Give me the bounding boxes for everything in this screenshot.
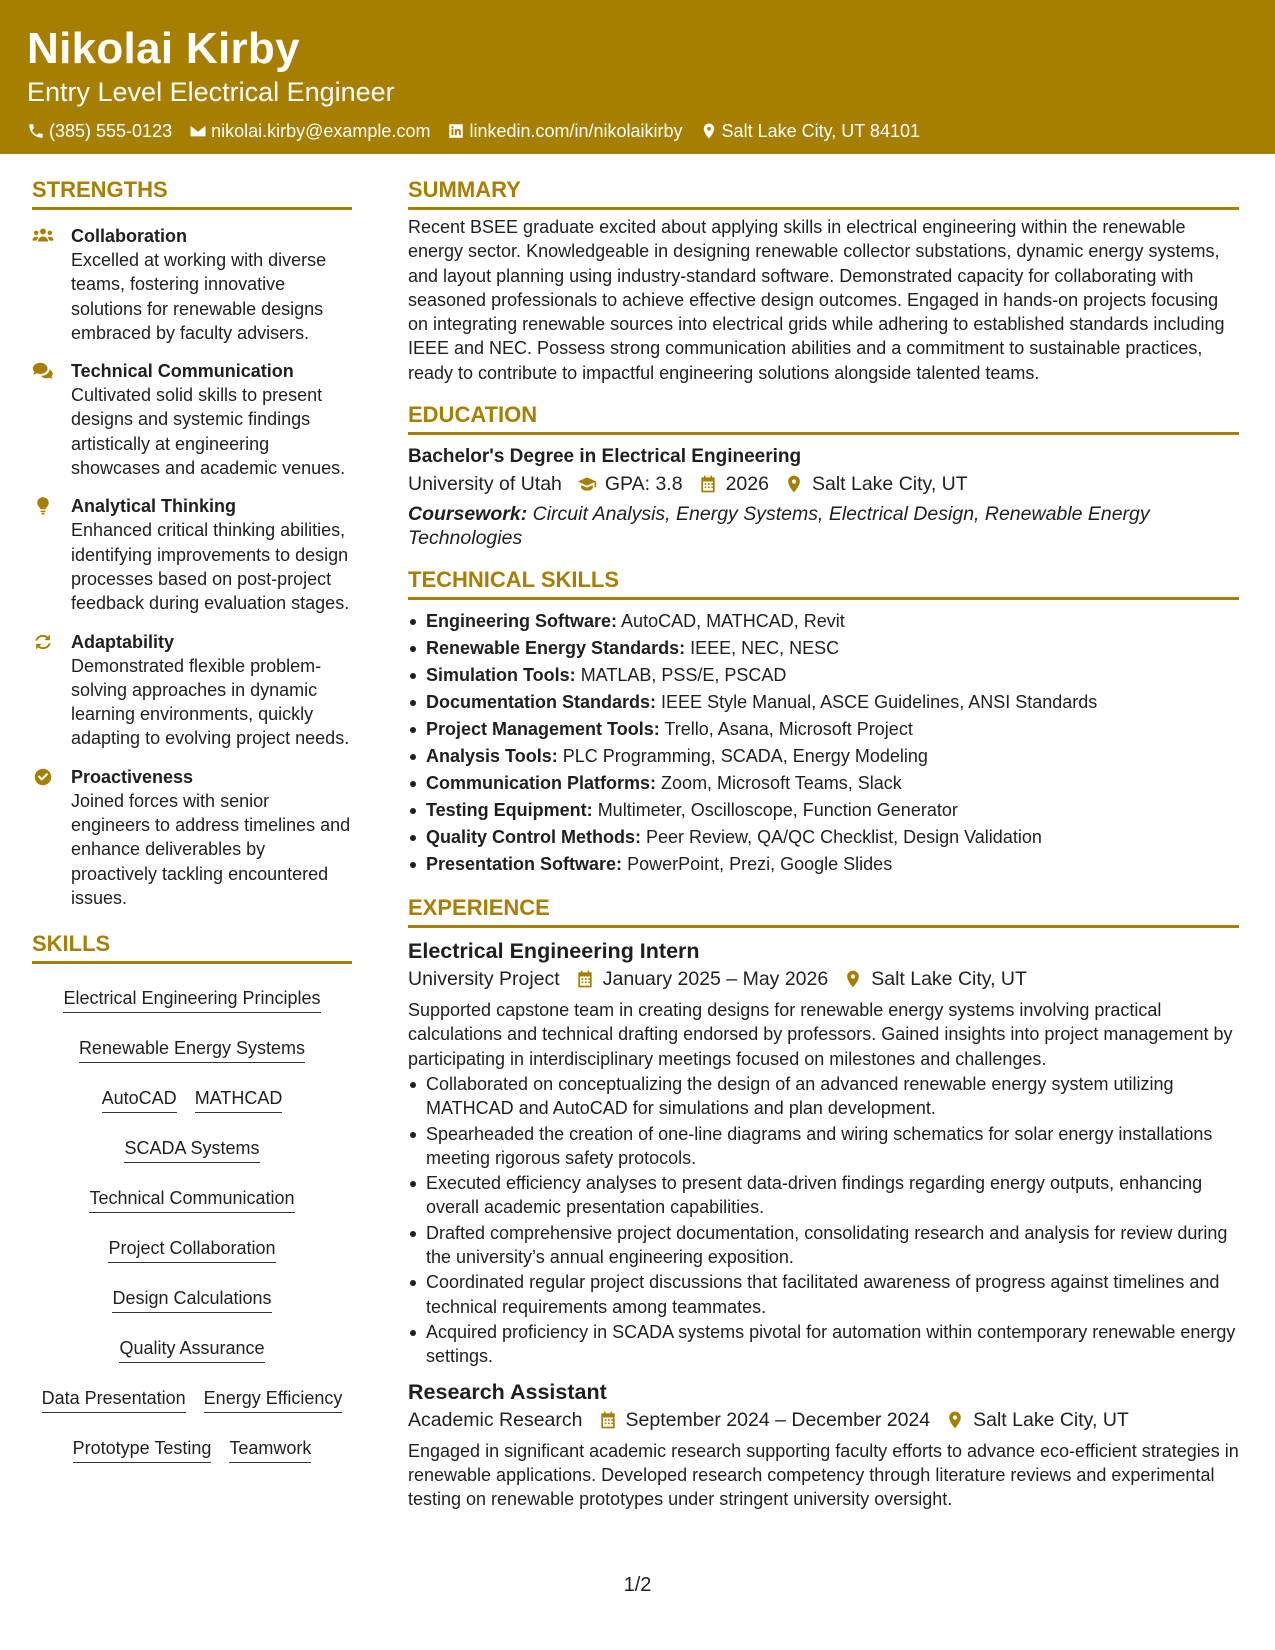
list-item: [408, 851, 1239, 878]
job-dates: [575, 965, 829, 993]
strength-item: [32, 224, 352, 345]
graduation-cap-icon: [577, 474, 597, 494]
job-dates-text: September 2024 – December 2024: [625, 1408, 931, 1431]
map-pin-icon: [945, 1410, 965, 1430]
skill-label: Documentation Standards:: [426, 692, 657, 713]
strength-title: Adaptability: [71, 631, 175, 652]
skill-value: IEEE, NEC, NESC: [690, 638, 840, 659]
list-item: Collaborated on conceptualizing the design of an advanced renewable energy system utilizing MATHCAD and AutoCAD for simulations and plan development.: [408, 1072, 1239, 1121]
strength-item: [32, 765, 352, 910]
school-text: University of Utah: [408, 473, 562, 496]
skill-value: IEEE Style Manual, ASCE Guidelines, ANSI Standards: [661, 692, 1098, 713]
skill-value: MATLAB, PSS/E, PSCAD: [580, 665, 787, 686]
experience-heading: EXPERIENCE: [408, 894, 1239, 928]
job-org-text: Academic Research: [408, 1408, 583, 1431]
list-item: Acquired proficiency in SCADA systems pivotal for automation within contemporary renewable energy settings.: [408, 1320, 1239, 1369]
year-text: 2026: [725, 473, 769, 496]
job-title: Electrical Engineering Intern: [408, 939, 700, 964]
email-text[interactable]: nikolai.kirby@example.com: [211, 121, 431, 141]
skill-value: PLC Programming, SCADA, Energy Modeling: [562, 746, 928, 767]
job-org: [408, 965, 560, 993]
grad-year: [698, 470, 769, 498]
school-name: [408, 470, 562, 498]
skill-value: PowerPoint, Prezi, Google Slides: [627, 854, 893, 875]
candidate-role: Entry Level Electrical Engineer: [27, 77, 395, 107]
envelope-icon: [189, 122, 207, 140]
job-location-text: Salt Lake City, UT: [973, 1408, 1129, 1431]
list-item: [408, 797, 1239, 824]
skill-label: Simulation Tools:: [426, 665, 576, 686]
job-dates-text: January 2025 – May 2026: [602, 968, 829, 991]
strength-item: [32, 630, 352, 751]
contact-email[interactable]: [189, 119, 430, 143]
page-number: 1/2: [623, 1574, 652, 1596]
linkedin-text[interactable]: linkedin.com/in/nikolaikirby: [469, 121, 683, 141]
job-description: Supported capstone team in creating designs for renewable energy systems involving practical calculations and technical drafting endorsed by professors. Gained insights into project management by participating in interdisciplinary meetings focused on milestones and challenges.: [408, 1000, 1233, 1069]
skill-value: Peer Review, QA/QC Checklist, Design Validation: [646, 827, 1042, 848]
skill-chip: Data Presentation: [42, 1378, 186, 1413]
left-column: [32, 176, 352, 1470]
list-item: Drafted comprehensive project documentation, consolidating research and analysis for review during the university’s annual engineering exposition.: [408, 1221, 1239, 1270]
skills-cloud: [32, 970, 352, 1470]
skill-chip: AutoCAD: [102, 1078, 177, 1113]
skill-chip: Technical Communication: [89, 1178, 294, 1213]
list-item: [408, 689, 1239, 716]
list-item: [408, 635, 1239, 662]
map-pin-icon: [700, 122, 718, 140]
strengths-heading: STRENGTHS: [32, 176, 352, 210]
phone-text: (385) 555-0123: [49, 121, 173, 141]
education-heading: EDUCATION: [408, 401, 1239, 435]
contact-bar: [27, 119, 1275, 143]
list-item: Coordinated regular project discussions that facilitated awareness of progress against timelines and technical requirements among teammates.: [408, 1270, 1239, 1319]
skill-value: AutoCAD, MATHCAD, Revit: [621, 611, 845, 632]
calendar-icon: [698, 474, 718, 494]
skill-value: Zoom, Microsoft Teams, Slack: [661, 773, 902, 794]
strength-desc: Joined forces with senior engineers to address timelines and enhance deliverables by proactively tackling encountered issues.: [71, 790, 351, 908]
job-org: [408, 1406, 583, 1434]
location-text: Salt Lake City, UT 84101: [721, 121, 920, 141]
contact-location: [700, 119, 920, 143]
job-description: Engaged in significant academic research supporting faculty efforts to advance eco-efficient strategies in renewable applications. Developed research competency through literature reviews and experimental testing on renewable prototypes under stringent university oversight.: [408, 1440, 1239, 1510]
strength-title: Collaboration: [71, 226, 187, 246]
users-icon: [32, 226, 56, 246]
calendar-icon: [575, 969, 595, 989]
skill-label: Quality Control Methods:: [426, 827, 641, 848]
map-pin-icon: [843, 969, 863, 989]
comments-icon: [32, 361, 56, 381]
candidate-name: Nikolai Kirby: [27, 24, 300, 73]
skill-label: Project Management Tools:: [426, 719, 660, 740]
strength-desc: Cultivated solid skills to present designs and systemic findings artistically at engineering showcases and academic venues.: [71, 385, 346, 479]
strength-desc: Demonstrated flexible problem-solving approaches in dynamic learning environments, quickly adapting to evolving project needs.: [71, 655, 350, 749]
strength-desc: Excelled at working with diverse teams, fostering innovative solutions for renewable designs embraced by faculty advisers.: [71, 250, 327, 343]
job-meta: [408, 965, 1239, 993]
job-location-text: Salt Lake City, UT: [871, 968, 1027, 991]
job-location: [843, 965, 1027, 993]
list-item: [408, 743, 1239, 770]
list-item: Spearheaded the creation of one-line diagrams and wiring schematics for solar energy installations meeting rigorous safety protocols.: [408, 1122, 1239, 1171]
edu-location: [784, 470, 968, 498]
coursework-label: Coursework:: [408, 503, 528, 526]
job-org-text: University Project: [408, 968, 560, 991]
job-location: [945, 1406, 1129, 1434]
job-title: Research Assistant: [408, 1379, 607, 1404]
phone-icon: [27, 122, 45, 140]
technical-skills-list: [408, 608, 1239, 878]
skill-chip: Design Calculations: [112, 1278, 271, 1313]
skill-value: Multimeter, Oscilloscope, Function Generator: [597, 800, 958, 821]
gpa-text: GPA: 3.8: [604, 473, 683, 496]
coursework-text: Circuit Analysis, Energy Systems, Electrical Design, Renewable Energy Technologies: [408, 503, 1150, 550]
job-bullets: [408, 1072, 1239, 1369]
skill-chip: Prototype Testing: [73, 1428, 212, 1463]
skill-chip: Electrical Engineering Principles: [63, 978, 320, 1013]
summary-text: Recent BSEE graduate excited about applying skills in electrical engineering within the renewable energy sector. Knowledgeable in designing renewable collector substations, dynamic energy systems, and layout planning using industry-standard software. Demonstrated capacity for collaborating with seasoned professionals to achieve effective design outcomes. Engaged in hands-on projects focusing on integrating renewable sources into electrical grids while adhering to established standards including IEEE and NEC. Possess strong communication abilities and a commitment to sustainable practices, ready to contribute to impactful engineering solutions alongside talented teams.: [408, 217, 1225, 383]
job-meta: [408, 1406, 1239, 1434]
skill-value: Trello, Asana, Microsoft Project: [664, 719, 913, 740]
skill-label: Communication Platforms:: [426, 773, 657, 794]
skill-label: Analysis Tools:: [426, 746, 558, 767]
check-circle-icon: [32, 767, 56, 787]
skill-label: Renewable Energy Standards:: [426, 638, 686, 659]
summary-heading: SUMMARY: [408, 176, 1239, 210]
list-item: [408, 770, 1239, 797]
strength-desc: Enhanced critical thinking abilities, identifying improvements to design processes based on post-project feedback during evaluation stages.: [71, 520, 350, 614]
list-item: [408, 716, 1239, 743]
skill-chip: SCADA Systems: [124, 1128, 259, 1163]
coursework: [408, 502, 1239, 550]
education-meta: [408, 470, 1239, 498]
skill-chip: Teamwork: [229, 1428, 311, 1463]
edu-location-text: Salt Lake City, UT: [811, 473, 968, 496]
strength-title: Analytical Thinking: [71, 496, 237, 517]
sync-icon: [32, 632, 56, 652]
skill-chip: Renewable Energy Systems: [79, 1028, 305, 1063]
lightbulb-icon: [32, 496, 56, 516]
resume-header: [0, 0, 1275, 154]
strength-title: Technical Communication: [71, 361, 294, 382]
contact-phone: [27, 119, 172, 143]
skill-chip: MATHCAD: [195, 1078, 283, 1113]
list-item: [408, 662, 1239, 689]
list-item: [408, 608, 1239, 635]
contact-linkedin[interactable]: [447, 119, 682, 143]
strength-item: [32, 359, 352, 480]
job-dates: [598, 1406, 931, 1434]
skill-chip: Project Collaboration: [108, 1228, 275, 1263]
skill-label: Engineering Software:: [426, 611, 618, 632]
skills-heading: SKILLS: [32, 930, 352, 964]
strength-title: Proactiveness: [71, 766, 194, 787]
skill-chip: Quality Assurance: [119, 1328, 264, 1363]
gpa: [577, 470, 683, 498]
skill-label: Presentation Software:: [426, 854, 623, 875]
calendar-icon: [598, 1410, 618, 1430]
right-column: [408, 176, 1239, 1511]
technical-skills-heading: TECHNICAL SKILLS: [408, 566, 1239, 600]
list-item: Executed efficiency analyses to present data-driven findings regarding energy outputs, enhancing overall academic presentation capabilities.: [408, 1171, 1239, 1220]
strength-item: [32, 494, 352, 615]
linkedin-icon: [447, 122, 465, 140]
skill-chip: Energy Efficiency: [204, 1378, 343, 1413]
skill-label: Testing Equipment:: [426, 800, 593, 821]
degree-title: Bachelor's Degree in Electrical Engineering: [408, 446, 802, 468]
map-pin-icon: [784, 474, 804, 494]
list-item: [408, 824, 1239, 851]
